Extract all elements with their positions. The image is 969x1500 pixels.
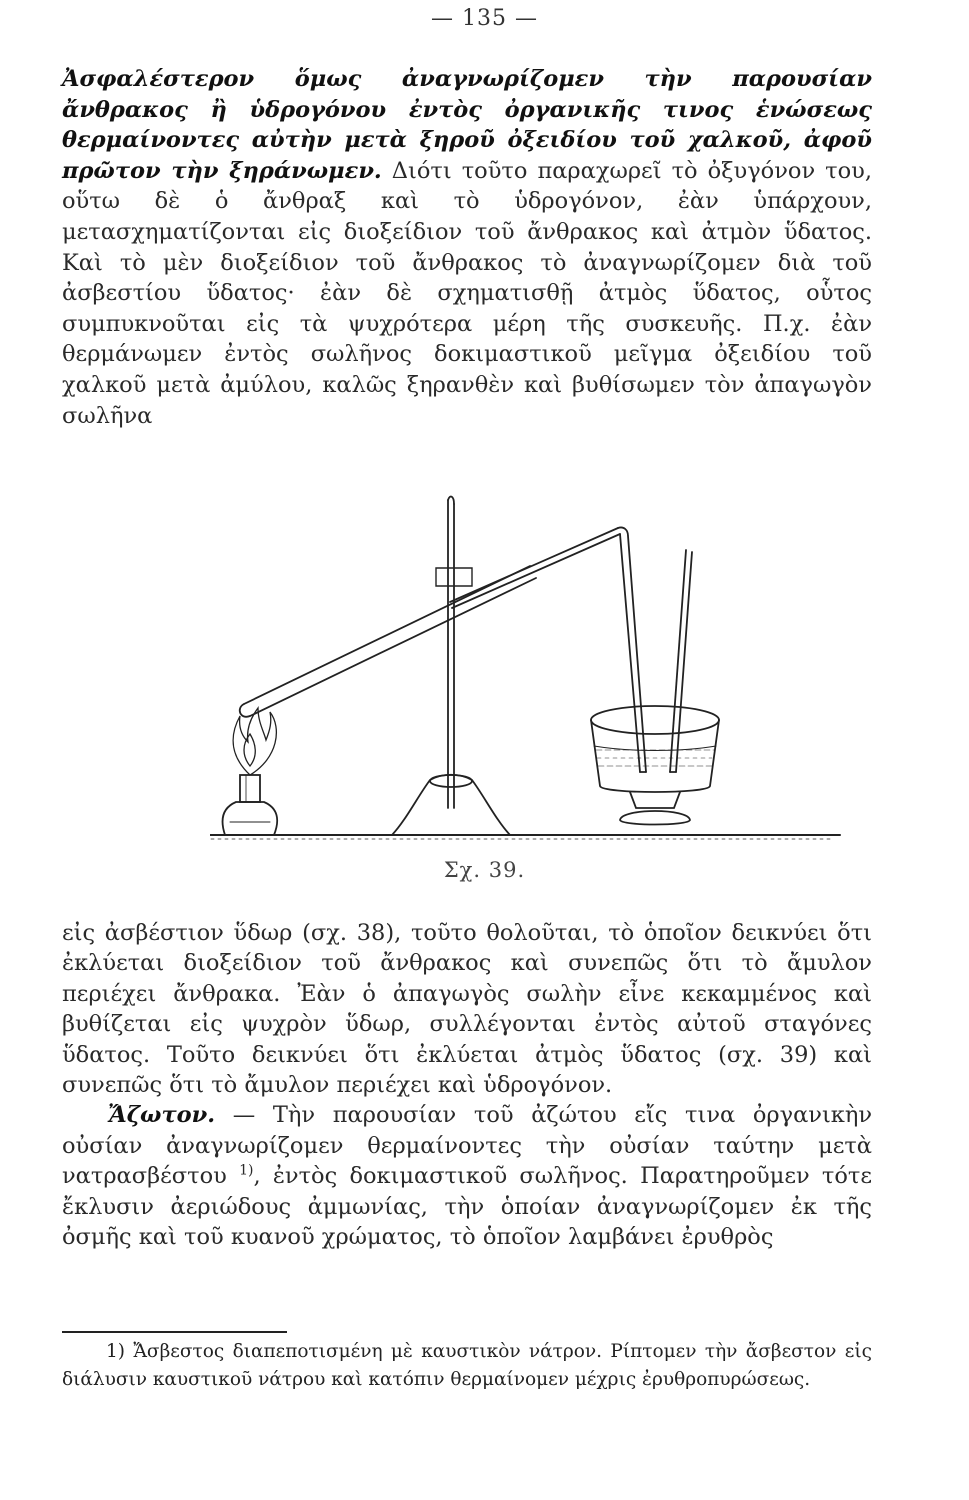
- page-number: — 135 —: [431, 6, 538, 31]
- section-heading-nitrogen: Ἄζωτον.: [108, 1102, 216, 1129]
- footnote-marker: 1): [106, 1341, 125, 1362]
- lead-statement: Ἀσφαλέστερον ὅμως ἀναγνωρίζομεν τὴν παρουσίαν ἄνθρακος ἢ ὑδρογόνου ἐντὸς ὀργανικῆς τινος ἑνώσεως θερμαίνοντες αὐτὴν μετὰ ξηροῦ ὀξειδίου τοῦ χαλκοῦ, ἀφοῦ πρῶτον τὴν ξηράνωμεν.: [62, 66, 872, 184]
- footnote-text: Ἄσβεστος διαπεποτισμένη μὲ καυστικὸν νάτρον. Ρίπτομεν τὴν ἄσβεστον εἰς διάλυσιν καυστικοῦ νάτρου καὶ κατόπιν θερμαίνομεν μέχρις ἐρυθροπυρώσεως.: [62, 1341, 872, 1390]
- footnote-reference[interactable]: 1): [239, 1162, 254, 1179]
- apparatus-figure: [210, 490, 850, 860]
- bottom-paragraph: [62, 918, 872, 1252]
- nitrogen-text-continued: , ἐντὸς δοκιμαστικοῦ σωλῆνος. Παρατηροῦμεν τότε ἔκλυσιν ἀεριώδους ἀμμωνίας, τὴν ὁποίαν ἀναγνωρίζομεν ἐκ τῆς ὀσμῆς καὶ τοῦ κυανοῦ χρώματος, τὸ ὁποῖον λαμβάνει ἐρυθρὸς: [62, 1163, 872, 1251]
- figure-caption: Σχ. 39.: [443, 858, 526, 882]
- footnote: [62, 1338, 872, 1394]
- footnote-divider: [62, 1331, 287, 1333]
- spirit-lamp: [223, 775, 278, 835]
- retort-stand: [392, 497, 510, 835]
- bottom-paragraph-text: εἰς ἀσβέστιον ὕδωρ (σχ. 38), τοῦτο θολοῦται, τὸ ὁποῖον δεικνύει ὅτι ἐκλύεται διοξείδιον τοῦ ἄνθρακος καὶ συνεπῶς ὅτι τὸ ἄμυλον περιέχει ἄνθρακα. Ἐὰν ὁ ἀπαγωγὸς σωλὴν εἶνε κεκαμμένος καὶ βυθίζεται εἰς ψυχρὸν ὕδωρ, συλλέγονται ἐντὸς αὐτοῦ σταγόνες ὕδατος. Τοῦτο δεικνύει ὅτι ἐκλύεται ἀτμὸς ὕδατος (σχ. 39) καὶ συνεπῶς ὅτι τὸ ἄμυλον περιέχει καὶ ὑδρογόνον.: [62, 920, 872, 1099]
- u-tube: [670, 550, 692, 772]
- top-paragraph: [62, 64, 872, 431]
- cooling-beaker: [591, 706, 719, 825]
- delivery-tube: [450, 527, 646, 772]
- apparatus-illustration: [210, 490, 850, 860]
- test-tube: [240, 566, 536, 717]
- nitrogen-text: — Τὴν παρουσίαν τοῦ ἀζώτου εἴς τινα ὀργανικὴν οὐσίαν ἀναγνωρίζομεν θερμαίνοντες τὴν οὐσίαν ταύτην μετὰ νατρασβέστου: [62, 1102, 872, 1190]
- flame: [233, 708, 276, 775]
- top-paragraph-text: Διότι τοῦτο παραχωρεῖ τὸ ὀξυγόνον του, οὕτω δὲ ὁ ἄνθραξ καὶ τὸ ὑδρογόνον, ἐὰν ὑπάρχουν, μετασχηματίζονται εἰς διοξείδιον τοῦ ἄνθρακος καὶ ἀτμὸν ὕδατος. Καὶ τὸ μὲν διοξείδιον τοῦ ἄνθρακος τὸ ἀναγνωρίζομεν διὰ τοῦ ἀσβεστίου ὕδατος· ἐὰν δὲ σχηματισθῇ ἀτμὸς ὕδατος, οὗτος συμπυκνοῦται εἰς τὰ ψυχρότερα μέρη τῆς συσκευῆς. Π.χ. ἐὰν θερμάνωμεν ἐντὸς σωλῆνος δοκιμαστικοῦ μεῖγμα ὀξειδίου τοῦ χαλκοῦ μετὰ ἀμύλου, καλῶς ξηρανθὲν καὶ βυθίσωμεν τὸν ἀπαγωγὸν σωλῆνα: [62, 157, 872, 429]
